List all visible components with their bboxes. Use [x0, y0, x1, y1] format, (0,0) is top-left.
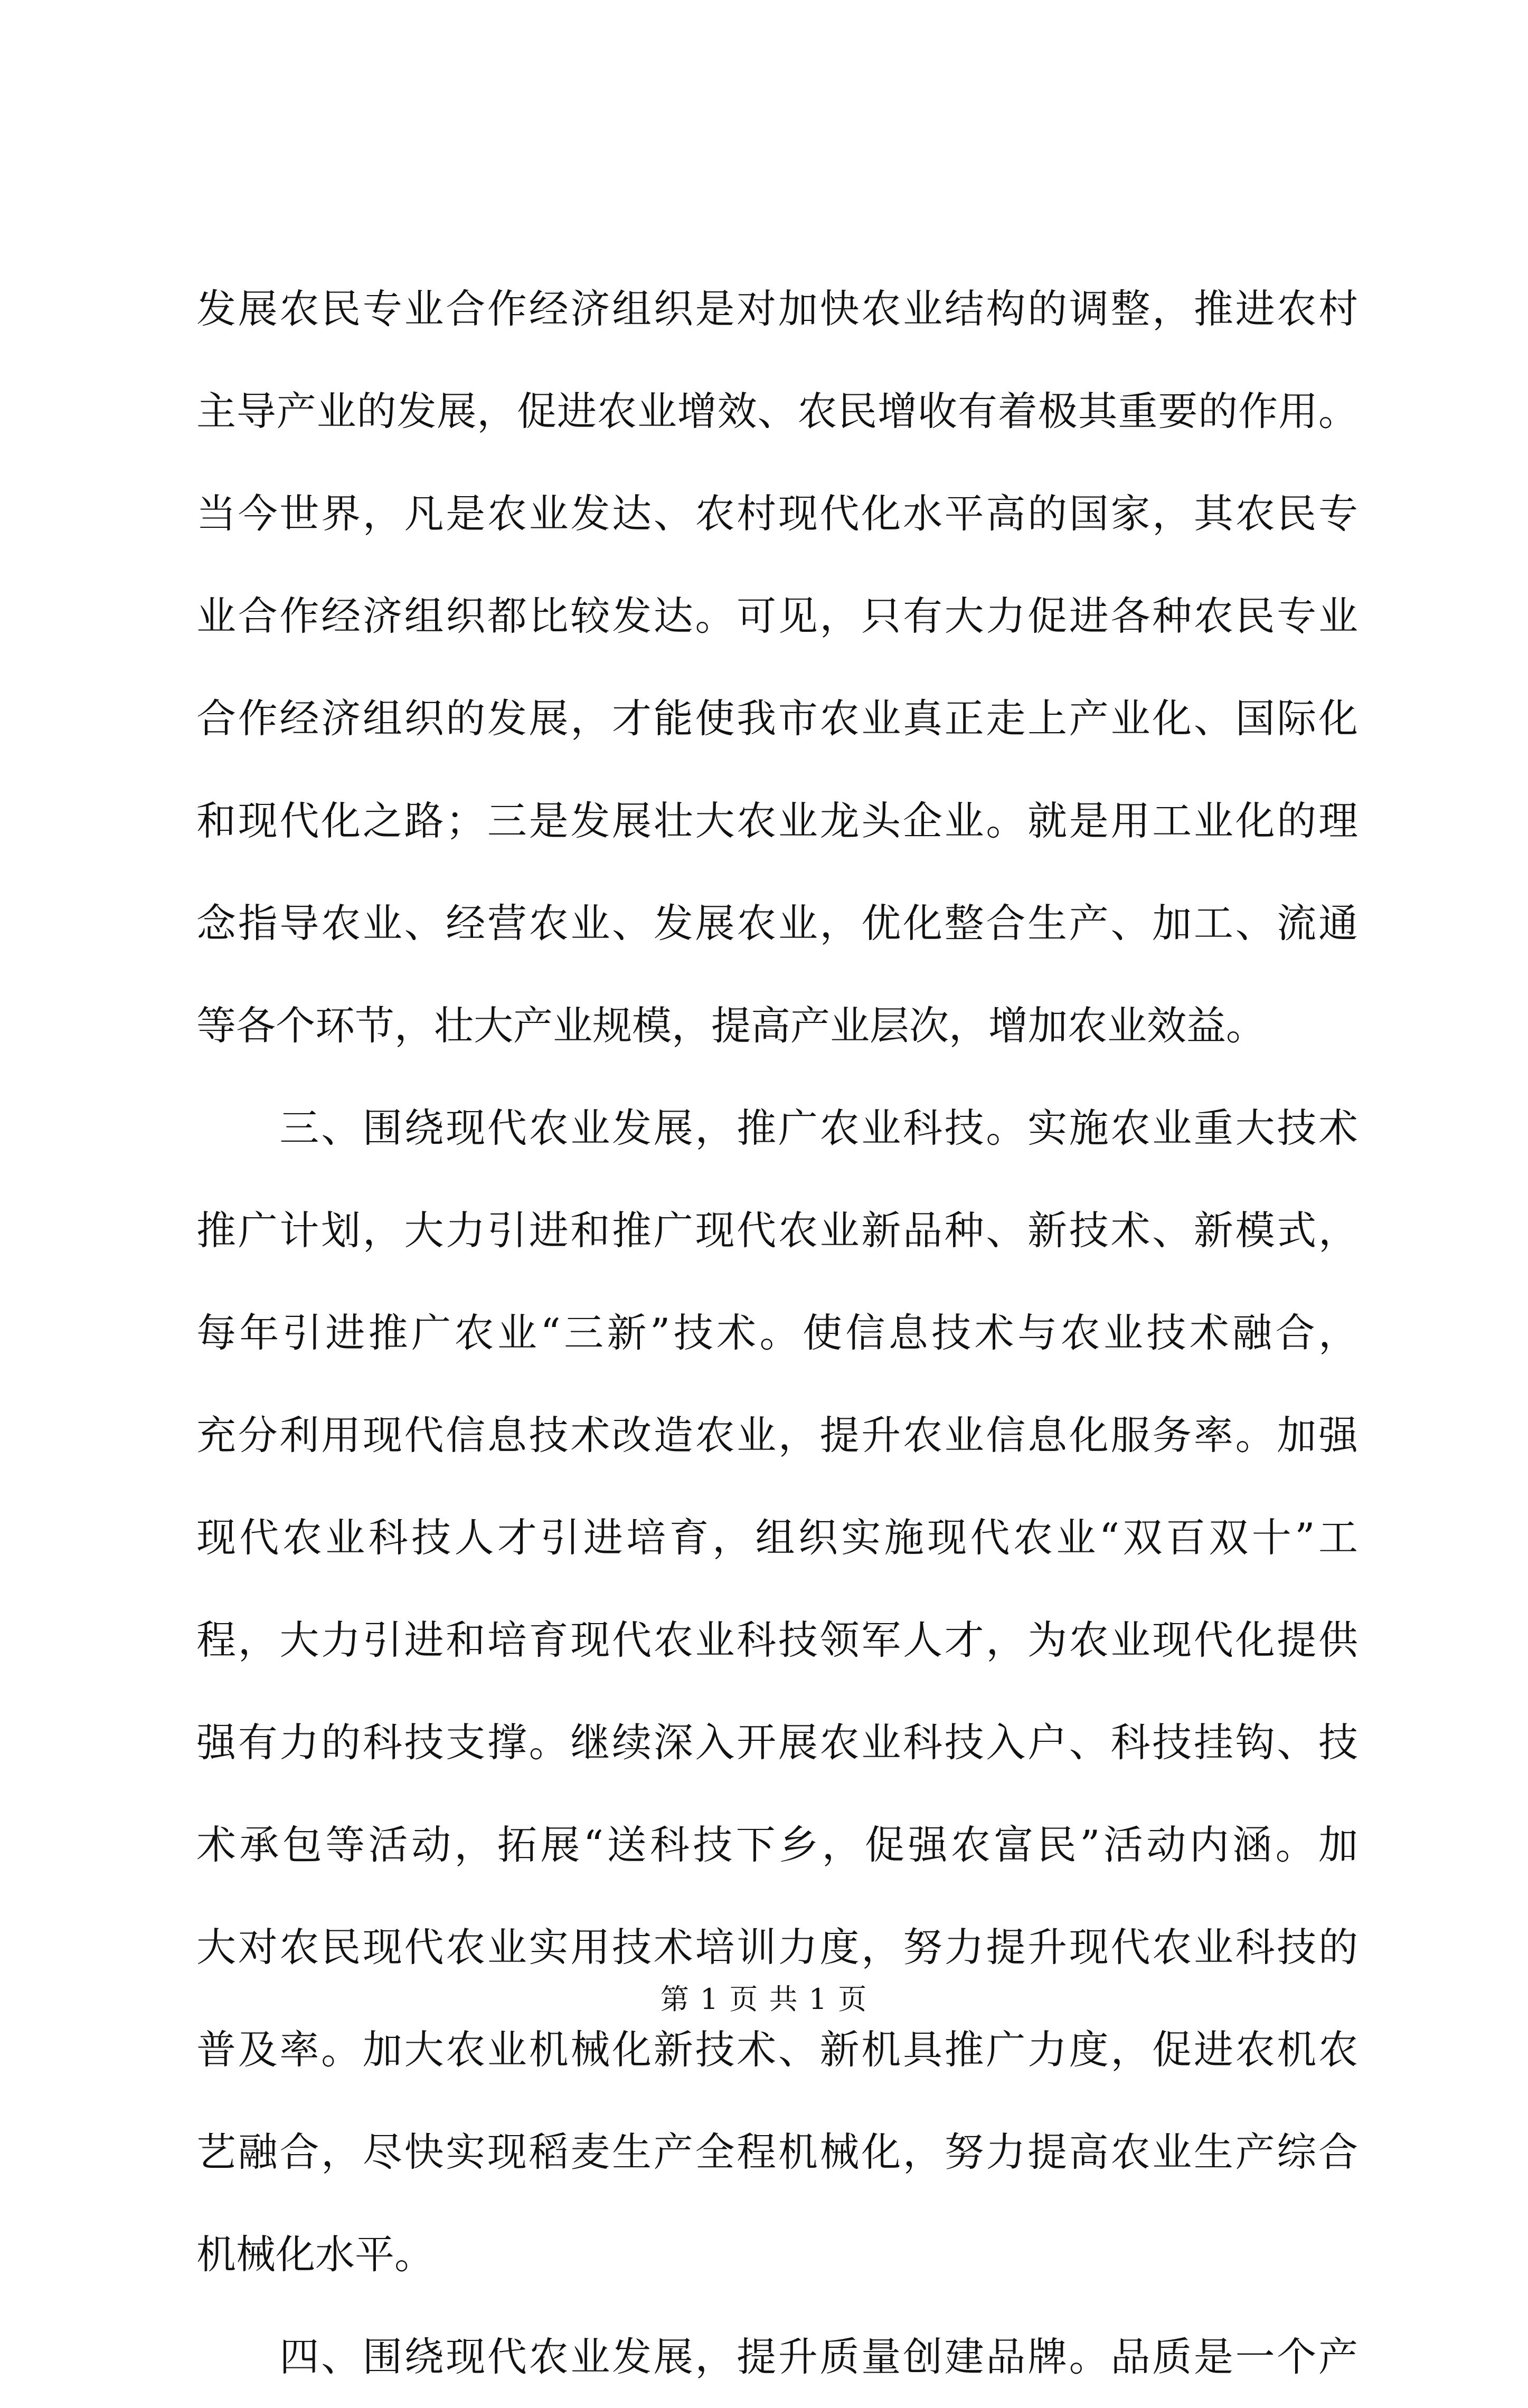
text-line: 四、围绕现代农业发展，提升质量创建品牌。品质是一个产: [196, 2334, 1358, 2380]
text-line: 普及率。加大农业机械化新技术、新机具推广力度，促进农机农: [196, 2026, 1358, 2073]
text-line: 念指导农业、经营农业、发展农业，优化整合生产、加工、流通: [196, 900, 1358, 946]
text-line: 推广计划，大力引进和推广现代农业新品种、新技术、新模式，: [196, 1207, 1358, 1254]
text-line: 现代农业科技人才引进培育，组织实施现代农业“双百双十”工: [196, 1514, 1358, 1561]
text-line: 程，大力引进和培育现代农业科技领军人才，为农业现代化提供: [196, 1617, 1358, 1663]
text-line: 主导产业的发展，促进农业增效、农民增收有着极其重要的作用。: [196, 388, 1358, 434]
text-line: 艺融合，尽快实现稻麦生产全程机械化，努力提高农业生产综合: [196, 2129, 1358, 2175]
text-line: 等各个环节，壮大产业规模，提高产业层次，增加农业效益。: [196, 1002, 1266, 1049]
text-line: 每年引进推广农业“三新”技术。使信息技术与农业技术融合，: [196, 1310, 1358, 1356]
text-line: 充分利用现代信息技术改造农业，提升农业信息化服务率。加强: [196, 1412, 1358, 1458]
page-footer: [0, 1978, 1528, 2021]
text-line: 大对农民现代农业实用技术培训力度，努力提升现代农业科技的: [196, 1924, 1358, 1970]
text-line: 强有力的科技支撑。继续深入开展农业科技入户、科技挂钩、技: [196, 1719, 1358, 1766]
text-line: 三、围绕现代农业发展，推广农业科技。实施农业重大技术: [196, 1105, 1358, 1151]
text-line: 术承包等活动，拓展“送科技下乡，促强农富民”活动内涵。加: [196, 1822, 1358, 1868]
page-number-label: 第 1 页 共 1 页: [660, 1983, 868, 2016]
text-line: 机械化水平。: [196, 2231, 435, 2278]
text-line: 业合作经济组织都比较发达。可见，只有大力促进各种农民专业: [196, 593, 1358, 639]
text-line: 当今世界，凡是农业发达、农村现代化水平高的国家，其农民专: [196, 490, 1358, 537]
text-line: 和现代化之路；三是发展壮大农业龙头企业。就是用工业化的理: [196, 798, 1358, 844]
text-line: 合作经济组织的发展，才能使我市农业真正走上产业化、国际化: [196, 695, 1358, 742]
text-line: 发展农民专业合作经济组织是对加快农业结构的调整，推进农村: [196, 286, 1358, 332]
document-body: [196, 258, 1358, 2408]
